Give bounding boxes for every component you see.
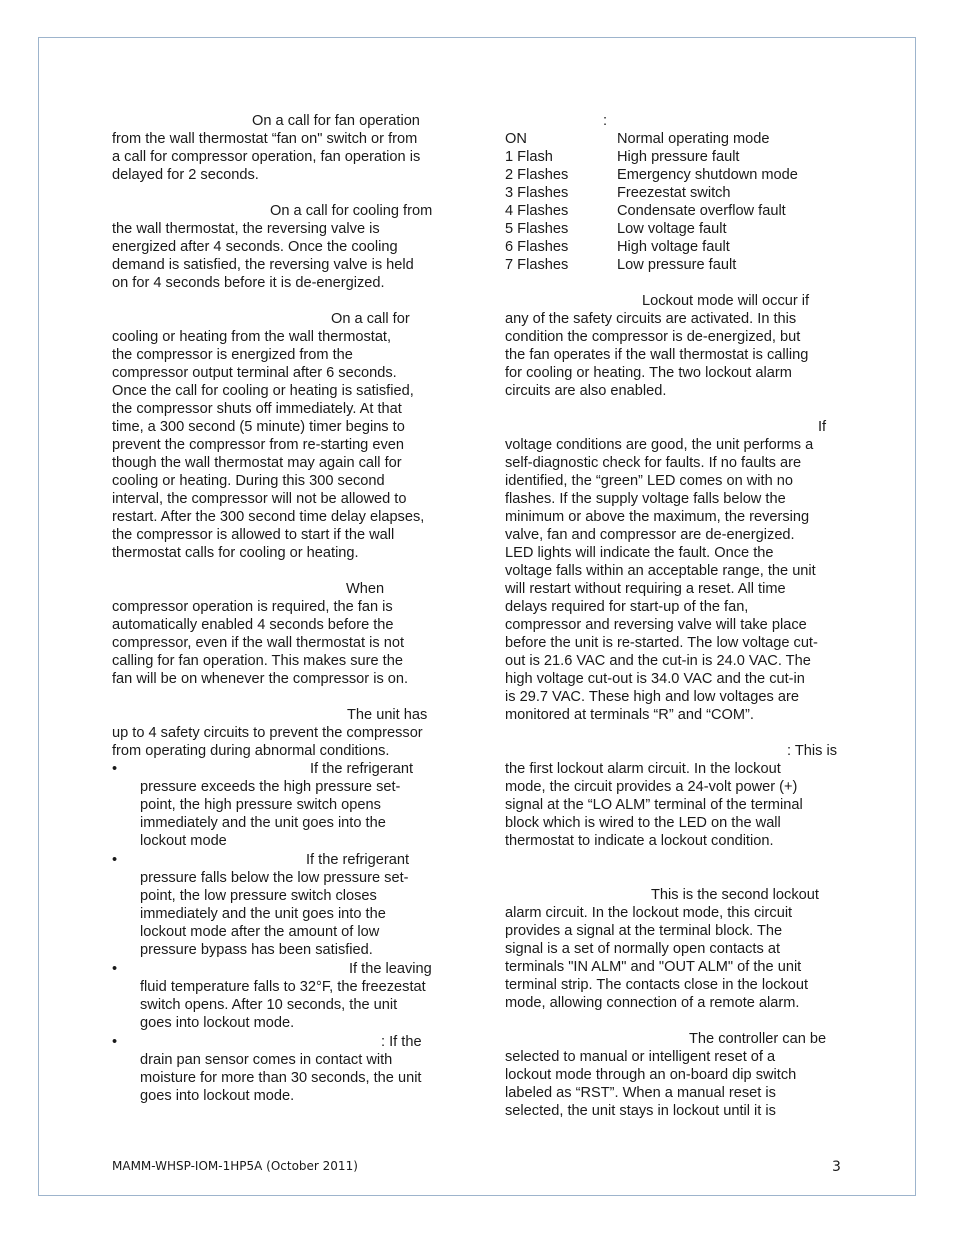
reversing-valve-paragraph: On a call for cooling from the wall thermostat, the reversing valve is energized after 4 seconds. Once the cooling demand is satisfied, the reversing valve is held on for 4 seconds before it is de-energized. xyxy=(112,203,433,291)
page-number: 3 xyxy=(832,1159,841,1175)
table-row xyxy=(505,202,798,220)
led-meaning-cell: Emergency shutdown mode xyxy=(617,167,798,183)
table-row xyxy=(505,256,798,274)
table-row xyxy=(505,148,798,166)
led-meaning-cell: High pressure fault xyxy=(617,149,740,165)
bullet-icon: • xyxy=(112,1034,118,1050)
reset-paragraph: The controller can be selected to manual or intelligent reset of a lockout mode through an on-board dip switch labeled as “RST”. When a manual reset is selected, the unit stays in lockout until it is xyxy=(505,1031,827,1119)
table-row xyxy=(505,184,798,202)
led-meaning-cell: Condensate overflow fault xyxy=(617,203,786,219)
fan-delay-paragraph: On a call for fan operation from the wall thermostat “fan on" switch or from a call for compressor operation, fan operation is delayed for 2 seconds. xyxy=(112,113,421,183)
led-code-cell: 5 Flashes xyxy=(505,221,569,237)
led-code-cell: 1 Flash xyxy=(505,149,553,165)
led-code-cell: 4 Flashes xyxy=(505,203,569,219)
list-item: • If the refrigerant pressure exceeds the high pressure set- point, the high pressure switch opens immediately and the unit goes into the lockout mode xyxy=(112,761,414,849)
bullet-icon: • xyxy=(112,761,118,777)
footer-document-id: MAMM-WHSP-IOM-1HP5A (October 2011) xyxy=(112,1159,358,1173)
table-row xyxy=(505,220,798,238)
right-column xyxy=(505,112,845,1120)
led-code-cell: 6 Flashes xyxy=(505,239,569,255)
bullet-icon: • xyxy=(112,852,118,868)
led-heading: : xyxy=(603,113,608,129)
lockout-paragraph: Lockout mode will occur if any of the safety circuits are activated. In this condition the compressor is de-energized, but the fan operates if the wall thermostat is calling for cooling or heating. The two lockout alarm circuits are also enabled. xyxy=(505,293,810,399)
fan-enable-paragraph: When compressor operation is required, the fan is automatically enabled 4 seconds before the compressor, even if the wall thermostat is not calling for fan operation. This makes sure the fan will be on whenever the compressor is on. xyxy=(112,581,409,687)
led-code-cell: 7 Flashes xyxy=(505,257,569,273)
led-code-cell: 3 Flashes xyxy=(505,185,569,201)
voltage-paragraph: If voltage conditions are good, the unit performs a self-diagnostic check for faults. If no faults are identified, the “green” LED comes on with no flashes. If the supply voltage falls below the minimum or above the maximum, the reversing valve, fan and compressor are de-energized. LED lights will indicate the fault. Once the voltage falls within an acceptable range, the unit will restart without requiring a reset. All time delays required for start-up of the fan, compressor and reversing valve will take place before the unit is re-started. The low voltage cut- out is 21.6 VAC and the cut-in is 24.0 VAC. The high voltage cut-out is 34.0 VAC and the cut-in is 29.7 VAC. These high and low voltages are monitored at terminals “R” and “COM”. xyxy=(505,419,827,723)
led-fault-table xyxy=(505,130,798,274)
alarm2-paragraph: This is the second lockout alarm circuit. In the lockout mode, this circuit provides a signal at the terminal block. The signal is a set of normally open contacts at terminals "IN ALM" and "OUT ALM" of the unit terminal strip. The contacts close in the lockout mode, allowing connection of a remote alarm. xyxy=(505,887,819,1011)
led-code-cell: ON xyxy=(505,131,527,147)
list-item: • If the leaving fluid temperature falls to 32°F, the freezestat switch opens. After 10 seconds, the unit goes into lockout mode. xyxy=(112,961,432,1031)
left-column xyxy=(112,112,452,1106)
list-item: • : If the drain pan sensor comes in contact with moisture for more than 30 seconds, the unit goes into lockout mode. xyxy=(112,1034,422,1104)
table-row xyxy=(505,130,798,148)
led-meaning-cell: Low pressure fault xyxy=(617,257,737,273)
safety-intro-paragraph: The unit has up to 4 safety circuits to prevent the compressor from operating during abnormal conditions. xyxy=(112,707,428,759)
led-code-cell: 2 Flashes xyxy=(505,167,569,183)
bullet-icon: • xyxy=(112,961,118,977)
table-row xyxy=(505,166,798,184)
led-meaning-cell: Low voltage fault xyxy=(617,221,727,237)
led-meaning-cell: Normal operating mode xyxy=(617,131,770,147)
list-item: • If the refrigerant pressure falls below the low pressure set- point, the low pressure switch closes immediately and the unit goes into the lockout mode after the amount of low pressure bypass has been satisfied. xyxy=(112,852,410,958)
safety-circuit-list xyxy=(112,760,452,1105)
table-row xyxy=(505,238,798,256)
alarm1-paragraph: : This is the first lockout alarm circuit. In the lockout mode, the circuit provides a 24-volt power (+) signal at the “LO ALM” terminal of the terminal block which is wired to the LED on the wall thermostat to indicate a lockout condition. xyxy=(505,743,838,849)
led-meaning-cell: High voltage fault xyxy=(617,239,730,255)
led-meaning-cell: Freezestat switch xyxy=(617,185,731,201)
compressor-paragraph: On a call for cooling or heating from the wall thermostat, the compressor is energized from the compressor output terminal after 6 seconds. Once the call for cooling or heating is satisfied, the compressor shuts off immediately. At that time, a 300 second (5 minute) timer begins to prevent the compressor from re-starting even though the wall thermostat may again call for cooling or heating. During this 300 second interval, the compressor will not be allowed to restart. After the 300 second time delay elapses, the compressor is allowed to start if the wall thermostat calls for cooling or heating. xyxy=(112,311,425,561)
